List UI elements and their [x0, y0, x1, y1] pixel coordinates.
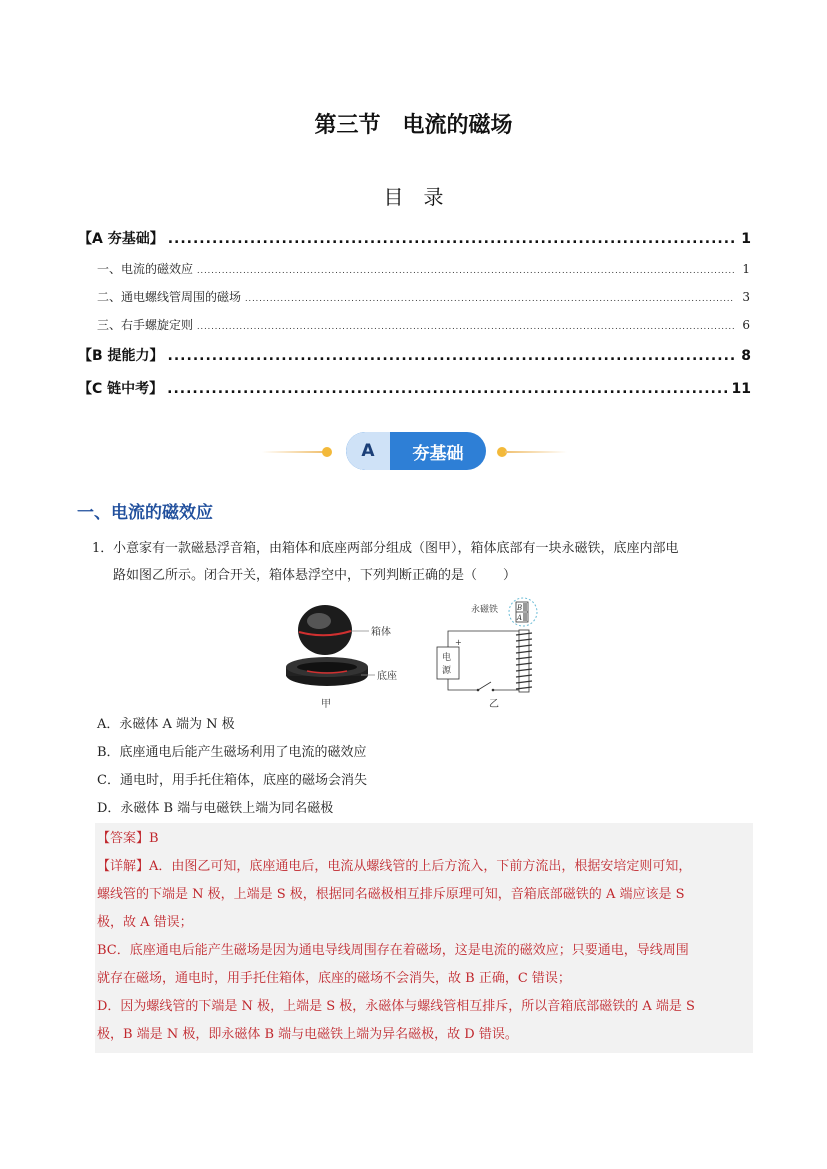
- toc-page: 1: [742, 262, 750, 276]
- label-source-1: 电: [442, 653, 452, 663]
- answer-line: 【答案】B: [97, 831, 159, 846]
- label-magnet: 永磁铁: [471, 605, 499, 615]
- toc-entry-b[interactable]: [78, 345, 751, 365]
- label-source-2: 源: [442, 666, 452, 676]
- toc-label: 三、右手螺旋定则: [97, 318, 194, 332]
- explanation-line-1: 【详解】A．由图乙可知，底座通电后，电流从螺线管的上后方流入，下前方流出，根据安培定则可知，: [97, 859, 692, 874]
- section-title: 一、电流的磁效应: [77, 503, 213, 523]
- explanation-line-7: 极，B 端是 N 极，即永磁体 B 端与电磁铁上端为异名磁极，故 D 错误。: [97, 1027, 518, 1042]
- toc-page: 8: [741, 348, 751, 364]
- toc-page: 11: [731, 381, 751, 397]
- question-text-line-2: 路如图乙所示。闭合开关，箱体悬浮空中，下列判断正确的是（ ）: [113, 568, 517, 583]
- option-b[interactable]: B．底座通电后能产生磁场利用了电流的磁效应: [97, 745, 367, 760]
- banner-line-left: [262, 451, 324, 453]
- toc-leader: [197, 262, 734, 276]
- explanation-line-6: D．因为螺线管的下端是 N 极，上端是 S 极，永磁体与螺线管相互排斥，所以音箱底部磁铁的 A 端是 S: [97, 999, 695, 1014]
- toc-leader: [168, 348, 735, 364]
- page-title: 第三节 电流的磁场: [314, 113, 513, 138]
- toc-page: 1: [741, 231, 751, 247]
- toc-label: 一、电流的磁效应: [97, 262, 194, 276]
- section-banner: [262, 432, 567, 470]
- caption-left: 甲: [321, 699, 331, 710]
- banner-letter: A: [346, 432, 390, 470]
- toc-entry-2[interactable]: [97, 288, 750, 305]
- question-number: 1．: [92, 541, 114, 556]
- label-magnet-b: B: [517, 604, 523, 612]
- toc-leader: [167, 381, 727, 397]
- toc-page: 3: [742, 290, 750, 304]
- label-base: 底座: [377, 671, 397, 682]
- toc-entry-c[interactable]: [78, 378, 751, 398]
- toc-label: 【B 提能力】: [78, 348, 164, 364]
- option-a[interactable]: A．永磁体 A 端为 N 极: [97, 717, 235, 732]
- explanation-line-3: 极，故 A 错误；: [97, 915, 193, 930]
- toc-label: 【C 链中考】: [78, 381, 164, 397]
- label-magnet-a: A: [517, 614, 523, 622]
- toc-leader: [245, 290, 734, 304]
- question-text-line-1: 小意家有一款磁悬浮音箱，由箱体和底座两部分组成（图甲），箱体底部有一块永磁铁，底座内部电: [113, 541, 679, 556]
- option-d[interactable]: D．永磁体 B 端与电磁铁上端为同名磁极: [97, 801, 334, 816]
- label-plus: +: [455, 638, 462, 647]
- speaker-illustration: [286, 605, 375, 686]
- toc-entry-1[interactable]: [97, 260, 750, 277]
- toc-leader: [168, 231, 735, 247]
- question-figure: [285, 595, 545, 710]
- explanation-line-5: 就存在磁场，通电时，用手托住箱体，底座的磁场不会消失，故 B 正确，C 错误；: [97, 971, 571, 986]
- toc-entry-3[interactable]: [97, 316, 750, 333]
- explanation-line-2: 螺线管的下端是 N 极，上端是 S 极，根据同名磁极相互排斥原理可知，音箱底部磁铁的 A 端应该是 S: [97, 887, 685, 902]
- banner-pill: [346, 432, 486, 470]
- toc-label: 二、通电螺线管周围的磁场: [97, 290, 242, 304]
- option-c[interactable]: C．通电时，用手托住箱体，底座的磁场会消失: [97, 773, 367, 788]
- banner-line-right: [505, 451, 567, 453]
- banner-dot-left: [322, 447, 332, 457]
- explanation-line-4: BC．底座通电后能产生磁场是因为通电导线周围存在着磁场，这是电流的磁效应；只要通电，导线周围: [97, 943, 689, 958]
- caption-right: 乙: [489, 699, 499, 710]
- toc-page: 6: [742, 318, 750, 332]
- banner-label: 夯基础: [412, 443, 464, 464]
- toc-label: 【A 夯基础】: [78, 231, 164, 247]
- label-box: 箱体: [371, 627, 391, 638]
- toc-heading: 目录: [383, 185, 464, 209]
- toc-entry-a[interactable]: [78, 228, 751, 248]
- toc-leader: [197, 318, 734, 332]
